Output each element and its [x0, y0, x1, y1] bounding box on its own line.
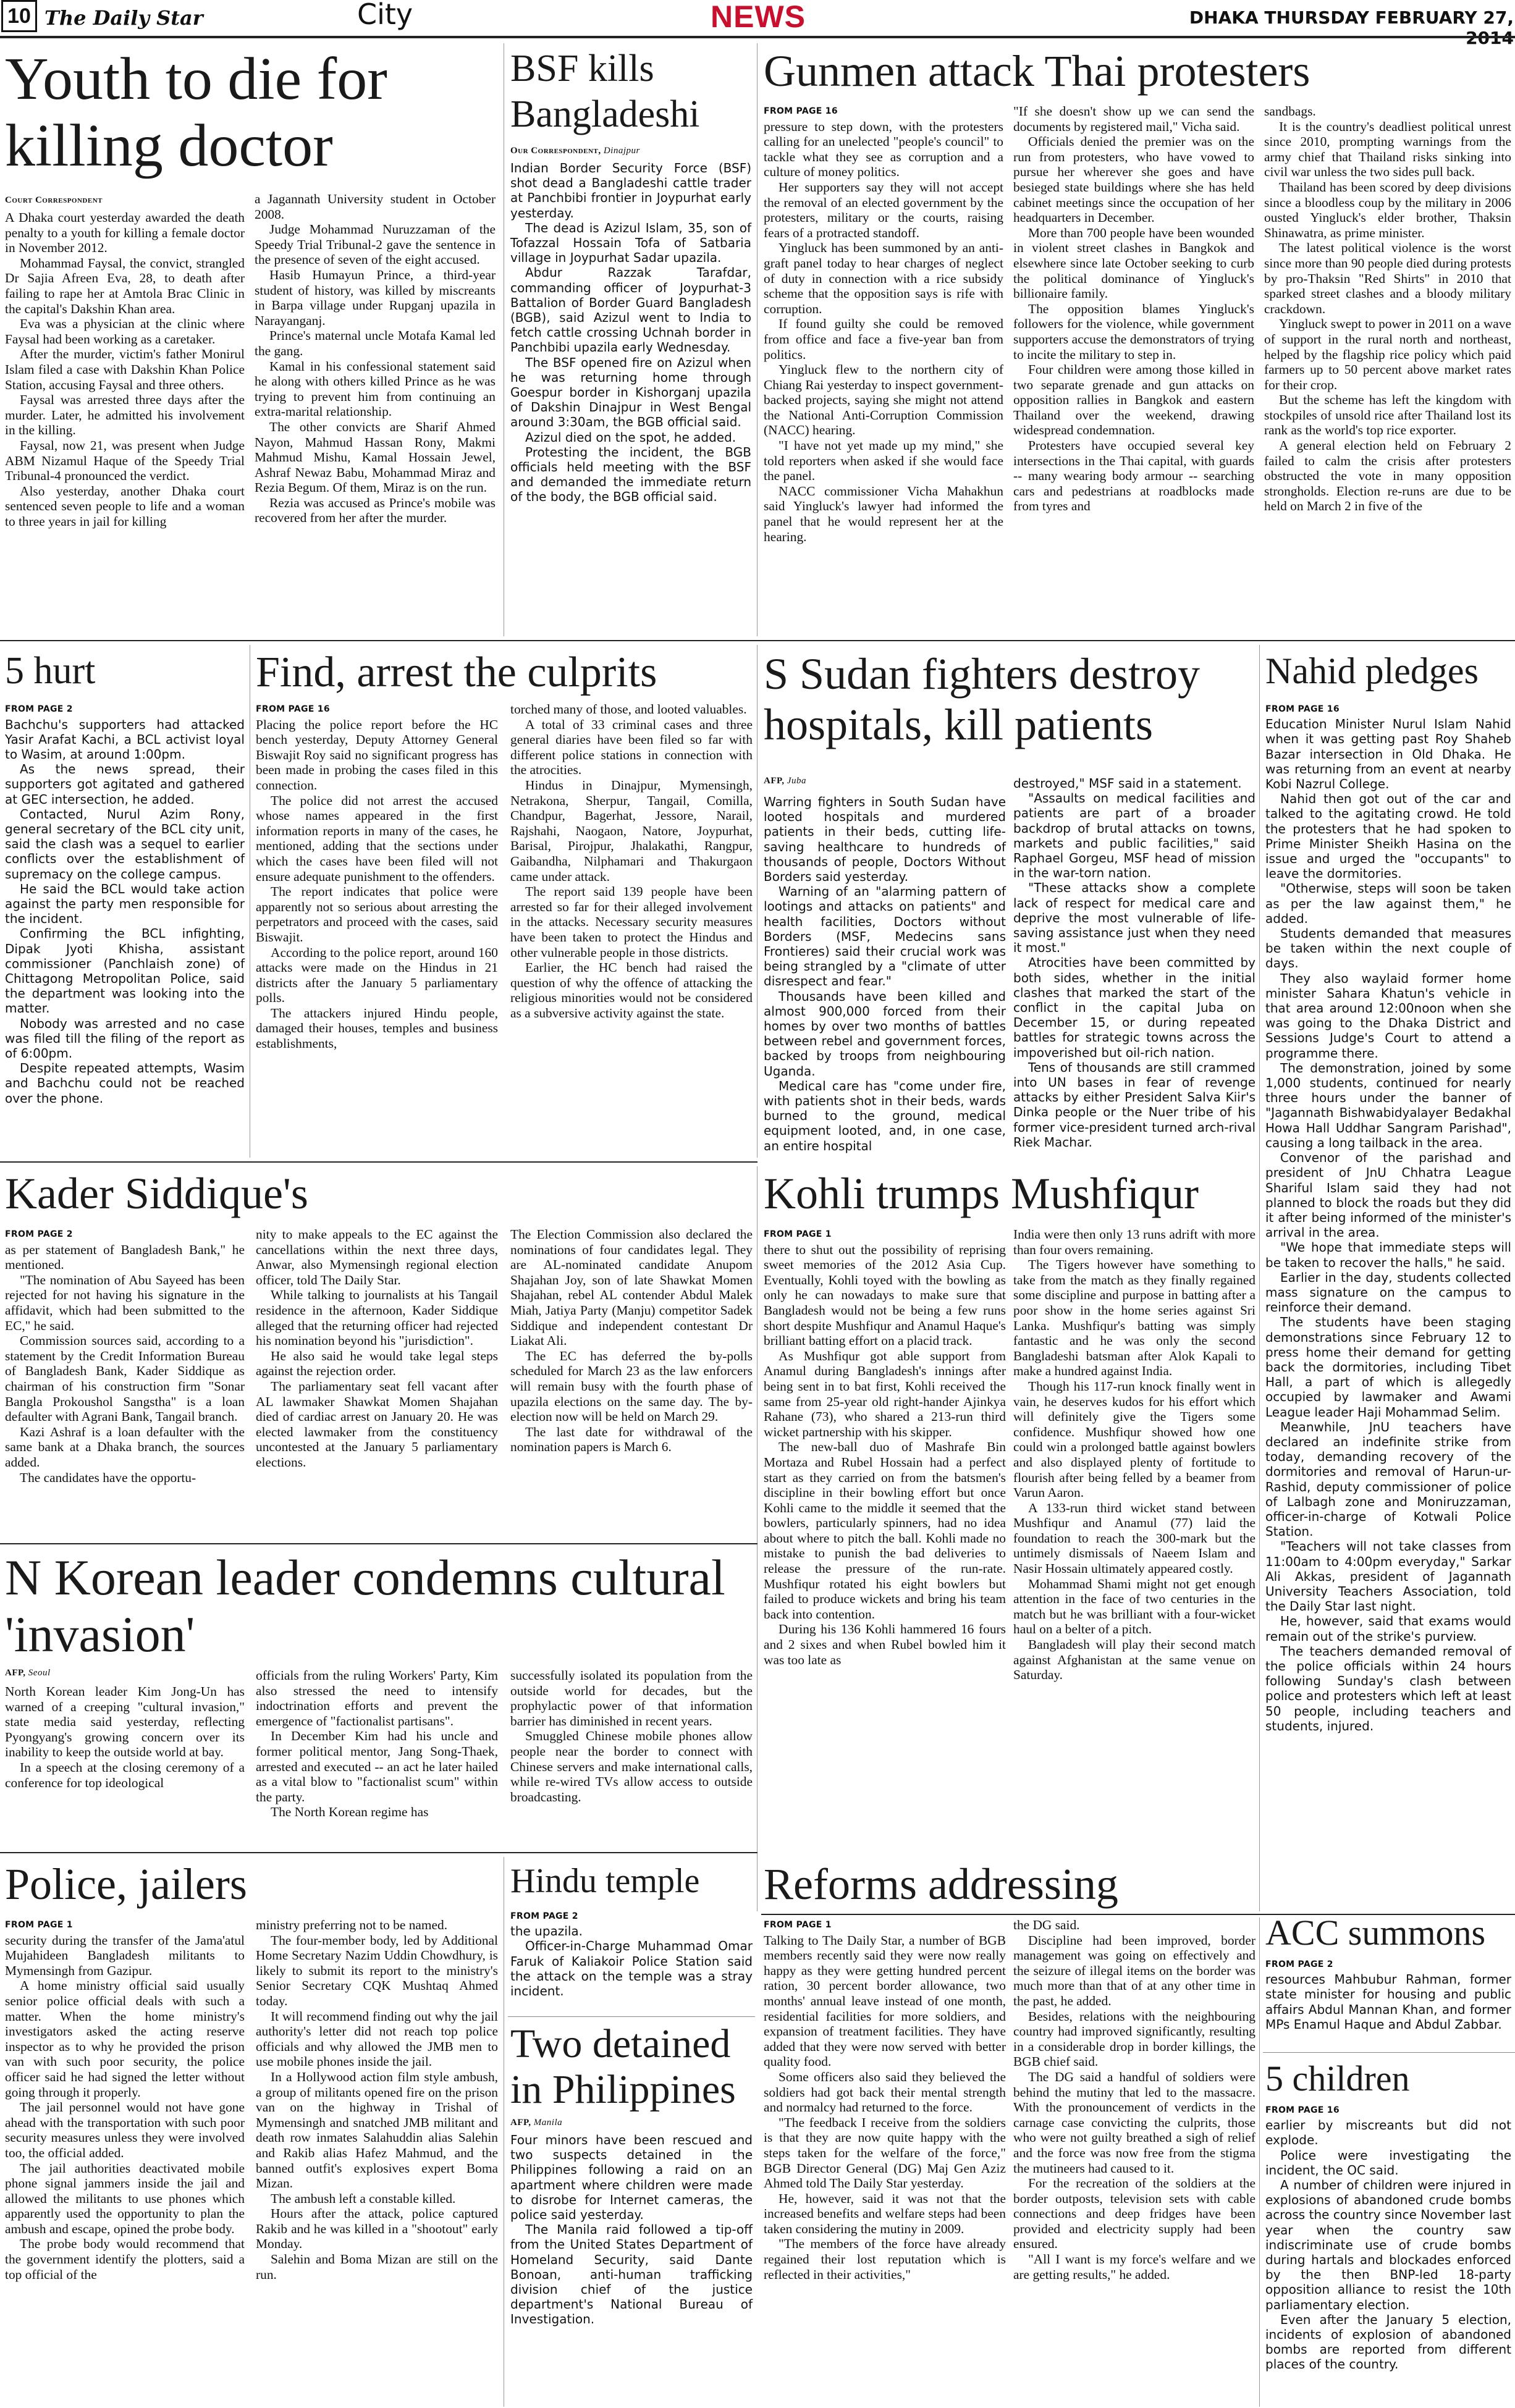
byline-a10	[5, 1668, 51, 1678]
byline-a6-name: AFP,	[764, 776, 785, 786]
from-page: FROM PAGE 1	[5, 1920, 73, 1930]
para: The opposition blames Yingluck's followers for the violence, while government supporters accuse the demonstrators of trying to incite the military to step in.	[1013, 301, 1254, 362]
para: A 133-run third wicket stand between Mushfiqur and Anamul (77) laid the foundation to reach the 300-mark but the untimely dismissals of Naeem Islam and Nasir Hossain ultimately appeared costly.	[1013, 1500, 1255, 1577]
para: Salehin and Boma Mizan are still on the run.	[256, 2252, 498, 2282]
article-gunmen-col2	[1013, 104, 1254, 632]
para: The ambush left a constable killed.	[271, 2191, 456, 2206]
para: The jail authorities deactivated mobile phone signal jammers inside the jail and allowed the militants to use phones which apparently used the opportunity to plan the ambush and escape, opined the probe body.	[5, 2160, 245, 2236]
para: Warring fighters in South Sudan have looted hospitals and murdered patients in their beds, cutting life-saving healthcare to hundreds of thousands of people, Doctors Without Borders said yesterday.	[764, 794, 1006, 885]
para: The new-ball duo of Mashrafe Bin Mortaza and Rubel Hossain had a perfect start as they carried on from the batsmen's discipline in their bowling effort but once Kohli came to the middle it seemed that the bowlers, particularly spinners, had no idea about where to pitch the ball. Kohli made no mistake to punish the bad deliveries to release the pressure of the run-rate. Mushfiqur rotated his eight bowlers but failed to produce wickets and bring his team back into contention.	[764, 1439, 1006, 1622]
article-kader-col3	[510, 1227, 753, 1539]
section-rule	[1263, 2052, 1515, 2053]
para: The students have been staging demonstrations since February 12 to press home their demand for getting back the dormitories, including Tibet Hall, a part of which is allegedly occupied by lawmaker and Awami League leader Haji Mohammad Selim.	[1265, 1315, 1511, 1420]
para: Officials denied the premier was on the run from protesters, who have vowed to pursue her wherever she goes and have besieged state buildings where she has held cabinet meetings since the occupation of her headquarters in December.	[1013, 134, 1254, 225]
para: Yingluck flew to the northern city of Chiang Rai yesterday to inspect government-backed projects, saying she might not attend the National Anti-Corruption Commission (NACC) hearing.	[764, 362, 1003, 438]
para: the DG said.	[1013, 1918, 1080, 1932]
byline-a1: Court Correspondent	[5, 195, 103, 205]
para: Protesters have occupied several key intersections in the Thai capital, with guards -- many wearing body armour -- searching cars and pedestrians at roadblocks made from tyres and	[1013, 438, 1254, 514]
para: The other convicts are Sharif Ahmed Nayon, Mahmud Hassan Rony, Makmi Mahmud Mishu, Kamal Hossain Jewel, Ashraf Newaz Babu, Mohammad Miraz and Rezia Begum. Of them, Miraz is on the run.	[255, 419, 496, 495]
para: the upazila.	[510, 1924, 583, 1939]
para: Placing the police report before the HC bench yesterday, Deputy Attorney General Biswajit Roy said no significant progress has been made in probing the cases filed in this connection.	[256, 717, 498, 793]
para: Mohammad Shami might not get enough attention in the face of two centuries in the match but he was brilliant with a four-wicket haul on a belter of a pitch.	[1013, 1576, 1255, 1637]
section-rule	[0, 1852, 758, 1853]
para: The DG said a handful of soldiers were behind the mutiny that led to the massacre. With the pronouncement of verdicts in the carnage case convicting the culprits, those who were not guilty breathed a sigh of relief and the force was now free from the stigma the mutineers had caused to it.	[1013, 2069, 1255, 2176]
news-label: NEWS	[711, 0, 806, 34]
byline-a13-name: AFP,	[510, 2118, 531, 2128]
article-acc-summons	[1265, 1957, 1511, 2050]
from-page: FROM PAGE 16	[1265, 2105, 1340, 2115]
article-find-arrest-col1	[256, 702, 498, 1156]
from-page: FROM PAGE 1	[764, 1229, 832, 1239]
para: They also waylaid former home minister Sahara Khatun's vehicle in that area around 12:00noon when she was going to the Dhaka District and Sessions Judge's Court to attend a programme there.	[1265, 970, 1511, 1061]
para: The report said 139 people have been arrested so far for their alleged involvement in the attacks. Necessary security measures have been taken to protect the Hindus and other vulnerable people in those districts.	[510, 884, 753, 960]
para: He, however, said it was not that the increased benefits and welfare steps had been taken considering the mutiny in 2009.	[764, 2191, 1006, 2236]
headline-youth-to-die: Youth to die for killing doctor	[5, 46, 387, 179]
para: Faysal was arrested three days after the murder. Later, he admitted his involvement in the killing.	[5, 392, 245, 438]
para: "The members of the force have already regained their lost reputation which is reflected in their activities,"	[764, 2236, 1006, 2282]
headline-two-detained: Two detained in Philippines	[510, 2021, 736, 2112]
para: As Mushfiqur got able support from Anamul during Bangladesh's innings after being sent in to bat first, Kohli received the same from 25-year old right-hander Ajinkya Rahane (73), who shared a 213-run third wicket partnership with his skipper.	[764, 1348, 1006, 1439]
para: After the murder, victim's father Monirul Islam filed a case with Dakshin Khan Police Station, accusing Faysal and three others.	[5, 347, 245, 392]
para: Prince's maternal uncle Motafa Kamal led the gang.	[255, 328, 496, 358]
para: Officer-in-Charge Muhammad Omar Faruk of Kaliakoir Police Station said the attack on the temple was a stray incident.	[510, 1939, 753, 1999]
para: India were then only 13 runs adrift with more than four overs remaining.	[1013, 1227, 1255, 1257]
para: A total of 33 criminal cases and three general diaries have been filed so far with different police stations in connection with the atrocities.	[510, 717, 753, 778]
article-youth-col2	[255, 192, 496, 632]
article-police-col2	[256, 1918, 498, 2404]
para: The latest political violence is the worst since more than 90 people died during protests by pro-Thaksin "Red Shirts" in 2010 that sparked street clashes and a bloody military crackdown.	[1264, 240, 1511, 316]
para: NACC commissioner Vicha Mahakhun said Yingluck's lawyer had informed the panel that he would represent her at the hearing.	[764, 483, 1003, 544]
para: The North Korean regime has	[271, 1804, 429, 1820]
byline-a6	[764, 776, 806, 786]
article-gunmen-col1	[764, 104, 1003, 632]
para: Meanwhile, JnU teachers have declared an indefinite strike from today, demanding recovery of the dormitories and removal of Harun-ur-Rashid, deputy commissioner of police of Lalbagh zone and Moniruzzaman, officer-in-charge of Kotwali Police Station.	[1265, 1419, 1511, 1539]
article-reforms-col1	[764, 1918, 1006, 2404]
headline-s-sudan: S Sudan fighters destroy hospitals, kill patients	[764, 649, 1200, 749]
para: ministry preferring not to be named.	[256, 1918, 448, 1932]
para: Azizul died on the spot, he added.	[525, 429, 736, 445]
para: Confirming the BCL infighting, Dipak Jyoti Khisha, assistant commissioner (Panchlaish zone) of Chittagong Metropolitan Police, said the department was looking into the matter.	[5, 926, 245, 1016]
headline-find-arrest: Find, arrest the culprits	[256, 649, 657, 696]
para: Abdur Razzak Tarafdar, commanding officer of Joypurhat-3 Battalion of Border Guard Bangladesh (BGB), said Azizul went to India to fetch cattle crossing Uchnah border in Panchbibi upazila early Wednesday.	[510, 265, 751, 355]
headline-police-jailers: Police, jailers	[5, 1859, 247, 1909]
para: Indian Border Security Force (BSF) shot dead a Bangladeshi cattle trader at Panchbibi frontier in Joypurhat early yesterday.	[510, 161, 751, 221]
para: Warning of an "alarming pattern of lootings and attacks on patients" and health facilities, Doctors without Borders (MSF, Medecins sans Frontieres) said their crucial work was being strangled by a "climate of utter disrespect and fear."	[764, 884, 1006, 989]
para: Kazi Ashraf is a loan defaulter with the same bank at a Dhaka branch, the sources added.	[5, 1424, 245, 1470]
para: The dead is Azizul Islam, 35, son of Tofazzal Hossain Tofa of Satbaria village in Joypurhat Sadar upazila.	[510, 220, 751, 266]
para: earlier by miscreants but did not explode.	[1265, 2118, 1511, 2148]
paper-name: The Daily Star	[44, 6, 203, 30]
byline-a2-place: Dinajpur	[603, 146, 640, 156]
para: Bangladesh will play their second match against Afghanistan at the same venue on Saturday.	[1013, 1637, 1255, 1683]
para: According to the police report, around 160 attacks were made on the Hindus in 21 districts after the January 5 parliamentary polls.	[256, 945, 498, 1006]
para: "If she doesn't show up we can send the documents by registered mail," Vicha said.	[1013, 104, 1254, 134]
para: Education Minister Nurul Islam Nahid when it was getting past Roy Shaheb Bazar intersection in Old Dhaka. He was returning from an event at nearby Kobi Nazrul College.	[1265, 717, 1511, 792]
para: The Election Commission also declared the nominations of four candidates legal. They are AL-nominated candidate Anupom Shajahan Joy, son of late Shawkat Momen Shajahan, rebel AL contender Abdul Malek Miah, Jatiya Party (Manju) competitor Sadek Siddique and independent contestant Dr Liakat Ali.	[510, 1227, 753, 1349]
para: officials from the ruling Workers' Party, Kim also stressed the need to intensify indoctrination efforts and prevent the emergence of "factionalist partisans".	[256, 1668, 498, 1728]
para: In a Hollywood action film style ambush, a group of militants opened fire on the prison van on the highway in Trishal of Mymensingh and snatched JMB militant and death row inmates Salahuddin alias Salehin and Rakib alias Hafez Mahmud, and the banned outfit's explosives expert Boma Mizan.	[256, 2069, 498, 2191]
headline-n-korean: N Korean leader condemns cultural 'invasion'	[5, 1549, 725, 1662]
para: Smuggled Chinese mobile phones allow people near the border to connect with Chinese servers and make international calls, while re-wired TVs allow access to outside broadcasting.	[510, 1728, 753, 1804]
section-rule	[0, 1161, 758, 1163]
col-rule	[757, 1166, 758, 1911]
masthead-rule	[0, 36, 1515, 38]
masthead	[0, 0, 1515, 37]
para: In a speech at the closing ceremony of a conference for top ideological	[5, 1759, 245, 1790]
from-page: FROM PAGE 16	[1265, 704, 1340, 714]
from-page: FROM PAGE 16	[256, 704, 330, 714]
headline-reforms-addressing: Reforms addressing	[764, 1859, 1118, 1909]
para: During his 136 Kohli hammered 16 fours and 2 sixes and when Rubel bowled him it was too late as	[764, 1622, 1006, 1667]
para: sandbags.	[1264, 104, 1316, 119]
para: The last date for withdrawal of the nomination papers is March 6.	[510, 1424, 753, 1455]
para: Nahid then got out of the car and talked to the agitating crowd. He told the protesters that he had spoken to Prime Minister Sheikh Hasina on the issue and urged the "occupants" to leave the dormitories.	[1265, 791, 1511, 882]
para: Yingluck swept to power in 2011 on a wave of support in the rural north and northeast, helped by the flagship rice policy which paid farmers up to 50 percent above market rates for their crop.	[1264, 316, 1511, 392]
col-rule	[1259, 1918, 1260, 2407]
para: Earlier in the day, students collected mass signature on the campus to reinforce their demand.	[1265, 1269, 1511, 1315]
para: "These attacks show a complete lack of respect for medical care and deprive the most vulnerable of life-saving assistance just when they need it most."	[1013, 880, 1255, 956]
headline-5-hurt: 5 hurt	[5, 650, 96, 692]
col-rule	[757, 43, 758, 636]
para: there to shut out the possibility of reprising sweet memories of the 2012 Asia Cup. Eventually, Kohli toyed with the bowling as only he can nowadays to make sure that Bangladesh would not be being a few runs short despite Mushfiqur and Anamul Haque's brilliant batting effort on a placid track.	[764, 1242, 1006, 1349]
para: "I have not yet made up my mind," she told reporters when asked if she would face the panel.	[764, 438, 1003, 484]
para: Commission sources said, according to a statement by the Credit Information Bureau of Bangladesh Bank, Kader Siddique as chairman of his construction firm "Sonar Bangla Prokoushol Sangstha" is a loan defaulter with Agrani Bank, Tangail branch.	[5, 1333, 245, 1425]
para: Contacted, Nurul Azim Rony, general secretary of the BCL city unit, said the clash was a sequel to earlier conflicts over the establishment of supremacy on the college campus.	[5, 806, 245, 882]
para: As the news spread, their supporters got agitated and gathered at GEC intersection, he added.	[5, 762, 245, 807]
para: "Otherwise, steps will soon be taken as per the law against them," he added.	[1265, 881, 1511, 926]
para: Her supporters say they will not accept the removal of an elected government by the protesters, military or the courts, raising fears of a protracted standoff.	[764, 179, 1003, 240]
para: "We hope that immediate steps will be taken to recover the halls," he said.	[1265, 1240, 1511, 1270]
para: "All I want is my force's welfare and we are getting results," he added.	[1013, 2252, 1255, 2282]
para: Mohammad Faysal, the convict, strangled Dr Sajia Afreen Eva, 28, to death after failing to rape her at Amtola Brac Clinic in the capital's Dakshin Khan area.	[5, 255, 245, 316]
para: While talking to journalists at his Tangail residence in the afternoon, Kader Siddique alleged that the returning officer had rejected his nomination beyond his "jurisdiction".	[256, 1287, 498, 1349]
para: The report indicates that police were apparently not so serious about arresting the perpetrators and proceed with the cases, said Biswajit.	[256, 884, 498, 945]
col-rule	[757, 645, 758, 1158]
para: For the recreation of the soldiers at the border outposts, television sets with cable connections and deep fridges have been provided and electricity supply had been ensured.	[1013, 2176, 1255, 2252]
byline-a13-place: Manila	[533, 2118, 563, 2128]
byline-a10-place: Seoul	[28, 1668, 51, 1678]
headline-gunmen-attack: Gunmen attack Thai protesters	[764, 46, 1310, 96]
article-hindu-temple	[510, 1909, 753, 2014]
para: nity to make appeals to the EC against the cancellations within the next three days, Anwar, also Mymensingh regional election officer, told The Daily Star.	[256, 1227, 498, 1287]
para: Thailand has been scored by deep divisions since a bloodless coup by the military in 2006 ousted Yingluck's elder brother, Thaksin Shinawatra, as prime minister.	[1264, 179, 1511, 240]
para: North Korean leader Kim Jong-Un has warned of a creeping "cultural invasion," state media said yesterday, reflecting Pyongyang's growing concern over its inability to keep the outside world at bay.	[5, 1684, 245, 1760]
para: It will recommend finding out why the jail authority's letter did not reach top police officials and why allowed the JMB men to use mobile phones inside the jail.	[256, 2008, 498, 2069]
article-kohli-col1	[764, 1227, 1006, 1909]
from-page: FROM PAGE 2	[5, 1229, 73, 1239]
from-page: FROM PAGE 16	[764, 106, 838, 116]
para: Besides, relations with the neighbouring country had improved significantly, resulting in a considerable drop in border killings, the BGB chief said.	[1013, 2008, 1255, 2069]
para: Despite repeated attempts, Wasim and Bachchu could not be reached over the phone.	[5, 1061, 245, 1106]
para: The teachers demanded removal of the police officials within 24 hours following Sunday's clash between police and protesters which left at least 50 people, including teachers and students, injured.	[1265, 1643, 1511, 1733]
para: Four minors have been rescued and two suspects detained in the Philippines following a raid on an apartment where children were made to disrobe for Internet cameras, the police said yesterday.	[510, 2132, 753, 2223]
para: The four-member body, led by Additional Home Secretary Nazim Uddin Chowdhury, is likely to submit its report to the ministry's Senior Secretary CQK Mushtaq Ahmed today.	[256, 1932, 498, 2008]
headline-acc-summons: ACC summons	[1265, 1913, 1486, 1953]
article-nkorea-col1	[5, 1684, 245, 1845]
headline-bsf-kills: BSF kills Bangladeshi	[510, 48, 700, 135]
para: as per statement of Bangladesh Bank," he mentioned.	[5, 1242, 245, 1273]
article-gunmen-col3	[1264, 104, 1511, 632]
para: Medical care has "come under fire, with patients shot in their beds, wards burned to the ground, medical equipment looted, and, in one case, an entire hospital	[764, 1078, 1006, 1153]
para: Earlier, the HC bench had raised the question of why the offence of attacking the religious minorities would not be considered as a subversive activity against the state.	[510, 960, 753, 1021]
para: A Dhaka court yesterday awarded the death penalty to a youth for killing a female doctor in November 2012.	[5, 210, 245, 256]
para: The police did not arrest the accused whose names appeared in the first information reports in many of the cases, he mentioned, adding that the sections under which the cases have been filed will not ensure adequate punishment to the offenders.	[256, 793, 498, 884]
byline-a2-name: Our Correspondent,	[510, 146, 601, 156]
para: He, however, said that exams would remain out of the strike's purview.	[1265, 1614, 1511, 1644]
para: In December Kim had his uncle and former political mentor, Jang Song-Thaek, arrested and executed -- an act he later hailed as a vital blow to "factionalist scum" within the party.	[256, 1728, 498, 1804]
para: pressure to step down, with the protesters calling for an unelected "people's council" to tackle what they see as corruption and a culture of money politics.	[764, 119, 1003, 180]
dateline: DHAKA THURSDAY FEBRUARY 27,	[1189, 7, 1514, 28]
para: Bachchu's supporters had attacked Yasir Arafat Kachi, a BCL activist loyal to Wasim, at around 1:00pm.	[5, 717, 245, 762]
para: successfully isolated its population from the outside world for decades, but the prophylactic power of that information barrier has diminished in recent years.	[510, 1668, 753, 1728]
section-rule	[0, 640, 1515, 641]
para: Students demanded that measures be taken within the next couple of days.	[1265, 926, 1511, 971]
article-find-arrest-col2	[510, 702, 753, 1156]
para: If found guilty she could be removed from office and face a five-year ban from politics.	[764, 316, 1003, 362]
para: resources Mahbubur Rahman, former state minister for housing and public affairs Abdul Mannan Khan, and former MPs Enamul Haque and Abdul Zabbar.	[1265, 1972, 1511, 2032]
para: Nobody was arrested and no case was filed till the filing of the report as of 6:00pm.	[5, 1016, 245, 1061]
para: The probe body would recommend that the government identify the plotters, said a top official of the	[5, 2236, 245, 2282]
para: Though his 117-run knock finally went in vain, he deserves kudos for his effort which will definitely give the Tigers some confidence. Mushfiqur showed how one could win a prolonged battle against bowlers and also displayed plenty of fortitude to flourish after being felled by a beamer from Varun Aaron.	[1013, 1378, 1255, 1501]
para: A number of children were injured in explosions of abandoned crude bombs across the country since November last year when the country saw indiscriminate use of crude bombs during hartals and blockades enforced by the then BNP-led 18-party opposition alliance to resist the 10th parliamentary election.	[1265, 2178, 1511, 2312]
para: Atrocities have been committed by both sides, whether in the initial clashes that marked the start of the conflict in the capital Juba on December 15, or during repeated battles for strategic towns across the impoverished but oil-rich nation.	[1013, 955, 1255, 1060]
article-nkorea-col3	[510, 1668, 753, 1845]
para: The Manila raid followed a tip-off from the United States Department of Homeland Security, said Dante Bonoan, anti-human trafficking division chief of the justice department's National Bureau of Investigation.	[510, 2222, 753, 2327]
byline-a13	[510, 2118, 562, 2128]
article-5-children	[1265, 2103, 1511, 2404]
para: Also yesterday, another Dhaka court sentenced seven people to life and a woman to three years in jail for killing	[5, 483, 245, 529]
para: security during the transfer of the Jama'atul Mujahideen Bangladesh militants to Mymensingh from Gazipur.	[5, 1932, 245, 1978]
article-nahid	[1265, 702, 1511, 1909]
para: Eva was a physician at the clinic where Faysal had been working as a caretaker.	[5, 316, 245, 347]
para: Rezia was accused as Prince's mobile was recovered from her after the murder.	[255, 495, 496, 526]
article-police-col1	[5, 1918, 245, 2404]
section-rule	[0, 1543, 758, 1544]
byline-a6-place: Juba	[787, 776, 806, 786]
article-bsf	[510, 161, 751, 632]
para: Hours after the attack, police captured Rakib and he was killed in a "shootout" early Monday.	[256, 2206, 498, 2252]
para: "The nomination of Abu Sayeed has been rejected for not having his signature in the affidavit, which had been submitted to the EC," he said.	[5, 1272, 245, 1333]
article-two-detained	[510, 2132, 753, 2404]
section-name: City	[357, 0, 413, 31]
para: Discipline had been improved, border management was going on effectively and the seizure of illegal items on the border was much more than that of at any other time in the past, he added.	[1013, 1932, 1255, 2008]
article-s-sudan-col1	[764, 794, 1006, 1156]
para: Faysal, now 21, was present when Judge ABM Nizamul Haque of the Speedy Trial Tribunal-4 pronounced the verdict.	[5, 437, 245, 484]
headline-5-children: 5 children	[1265, 2058, 1410, 2099]
headline-kader-siddique: Kader Siddique's	[5, 1169, 308, 1218]
para: destroyed," MSF said in a statement.	[1013, 776, 1242, 791]
para: But the scheme has left the kingdom with stockpiles of unsold rice after Thailand lost its rank as the world's top rice exporter.	[1264, 392, 1511, 438]
para: Judge Mohammad Nuruzzaman of the Speedy Trial Tribunal-2 gave the sentence in the presence of seven of the eight accused.	[255, 222, 496, 267]
para: Thousands have been killed and almost 900,000 forced from their homes by over two months of battles between rebel and government forces, backed by troops from neighbouring Uganda.	[764, 988, 1006, 1079]
para: The BSF opened fire on Azizul when he was returning home through Goespur border in Kishorganj upazila of Dakshin Dinajpur in West Bengal around 3:30am, the BGB official said.	[510, 355, 751, 430]
article-kader-col1	[5, 1227, 245, 1539]
para: The Tigers however have something to take from the match as they finally regained some discipline and purpose in batting after a poor show in the home series against Sri Lanka. Mushfiqur's batting was simply fantastic and he was only the second Bangladeshi batsman after Alok Kapali to make a hundred against India.	[1013, 1257, 1255, 1379]
para: a Jagannath University student in October 2008.	[255, 192, 496, 222]
article-youth-col1	[5, 210, 245, 632]
para: Kamal in his confessional statement said he along with others killed Prince as he was trying to prevent him from continuing an extra-marital relationship.	[255, 358, 496, 419]
para: Some officers also said they believed the soldiers had got back their mental strength and normalcy had returned to the force.	[764, 2069, 1006, 2115]
headline-kohli-trumps: Kohli trumps Mushfiqur	[764, 1169, 1199, 1218]
para: He said the BCL would take action against the party men responsible for the incident.	[5, 881, 245, 927]
article-s-sudan-col2	[1013, 776, 1255, 1156]
headline-nahid-pledges: Nahid pledges	[1265, 650, 1479, 691]
para: Convenor of the parishad and president of JnU Chhatra League Shariful Islam said they had not planned to block the roads but they did it after being informed of the minister's arrival in the area.	[1265, 1150, 1511, 1240]
para: Protesting the incident, the BGB officials held meeting with the BSF and demanded the immediate return of the body, the BGB official said.	[510, 444, 751, 505]
para: "Assaults on medical facilities and patients are part of a broader backdrop of brutal attacks on towns, markets and public facilities," said Raphael Gorgeu, MSF head of mission in the war-torn nation.	[1013, 791, 1255, 881]
para: "The feedback I receive from the soldiers is that they are now quite happy with the steps taken for the welfare of the force," BGB Director General (DG) Maj Gen Aziz Ahmed told The Daily Star yesterday.	[764, 2115, 1006, 2191]
byline-a10-name: AFP,	[5, 1668, 26, 1678]
article-reforms-col2	[1013, 1918, 1255, 2404]
para: A general election held on February 2 failed to calm the crisis after protesters obstructed the vote in many opposition strongholds. Election re-runs are due to be held on March 2 in five of the	[1264, 438, 1511, 514]
para: Tens of thousands are still crammed into UN bases in fear of revenge attacks by either President Salva Kiir's Dinka people or the Nuer tribe of his former vice-president turned arch-rival Riek Machar.	[1013, 1059, 1255, 1150]
section-rule	[508, 2016, 755, 2017]
article-kohli-col2	[1013, 1227, 1255, 1909]
article-5-hurt	[5, 702, 245, 1156]
para: It is the country's deadliest political unrest since 2010, prompting warnings from the army chief that Thailand risks sinking into civil war unless the two sides pull back.	[1264, 119, 1511, 180]
para: Hasib Humayun Prince, a third-year student of history, was killed by miscreants in Barpa village under Rupganj upazila in Narayanganj.	[255, 267, 496, 328]
from-page: FROM PAGE 1	[764, 1920, 832, 1930]
para: More than 700 people have been wounded in violent street clashes in Bangkok and elsewhere since late October seeking to curb the political dominance of Yingluck's billionaire family.	[1013, 225, 1254, 301]
para: Police were investigating the incident, the OC said.	[1265, 2147, 1511, 2178]
col-rule	[1259, 645, 1260, 1911]
byline-a2	[510, 146, 640, 156]
para: Yingluck has been summoned by an anti-graft panel today to hear charges of neglect of duty in connection with a rice subsidy scheme that the opposition says is rife with corruption.	[764, 240, 1003, 316]
from-page: FROM PAGE 2	[1265, 1960, 1333, 1969]
para: He also said he would take legal steps against the rejection order.	[256, 1348, 498, 1379]
para: The jail personnel would not have gone ahead with the transportation with such poor security measures unless they were involved too, the official added.	[5, 2100, 245, 2160]
from-page: FROM PAGE 2	[510, 1911, 578, 1921]
para: Four children were among those killed in two separate grenade and gun attacks on opposition rallies in Bangkok and eastern Thailand over the weekend, drawing widespread condemnation.	[1013, 362, 1254, 438]
para: Even after the January 5 election, incidents of explosion of abandoned bombs are reported from different places of the country.	[1265, 2312, 1511, 2372]
para: "Teachers will not take classes from 11:00am to 4:00pm everyday," Sarkar Ali Akkas, president of Jagannath University Teachers Association, told the Daily Star last night.	[1265, 1539, 1511, 1614]
para: A home ministry official said usually senior police official deals with such a matter. When the home ministry's investigators asked the acting reserve inspector as to why he provided the prison van with such poor security, the police officer said he had signed the letter without going through it properly.	[5, 1978, 245, 2100]
para: The EC has deferred the by-polls scheduled for March 23 as the law enforcers will remain busy with the fourth phase of upazila elections on the same day. The by-election now will be held on March 29.	[510, 1348, 753, 1425]
page-number: 10	[7, 4, 31, 28]
article-kader-col2	[256, 1227, 498, 1539]
para: Talking to The Daily Star, a number of BGB members recently said they were now really happy as they were getting hundred percent ration, 30 percent border allowance, two months' annual leave instead of one month, residential facilities for more soldiers, and expansion of treatment facilities. They have added that they were now served with better quality food.	[764, 1932, 1006, 2069]
from-page: FROM PAGE 2	[5, 704, 73, 714]
para: Hindus in Dinajpur, Mymensingh, Netrakona, Sherpur, Tangail, Comilla, Chandpur, Bagerhat, Jessore, Narail, Rajshahi, Naogaon, Natore, Joypurhat, Barisal, Pirojpur, Jhalakathi, Rangpur, Gaibandha, Nilphamari and Thakurgaon came under attack.	[510, 777, 753, 884]
para: The parliamentary seat fell vacant after AL lawmaker Shawkat Momen Shajahan died of cardiac arrest on January 20. He was elected lawmaker from the constituency uncontested at the January 5 parliamentary elections.	[256, 1378, 498, 1470]
para: The demonstration, joined by some 1,000 students, continued for nearly three hours under the banner of "Jagannath Bishwabidyalayer Bedakhal Howa Hall Uddhar Sangram Parishad", causing a long tailback in the area.	[1265, 1060, 1511, 1150]
para: The attackers injured Hindu people, damaged their houses, temples and business establishments,	[256, 1005, 498, 1051]
para: torched many of those, and looted valuables.	[510, 702, 747, 717]
article-nkorea-col2	[256, 1668, 498, 1845]
para: The candidates have the opportu-	[20, 1470, 196, 1485]
headline-hindu-temple: Hindu temple	[510, 1862, 700, 1900]
page-number-box	[1, 0, 37, 32]
